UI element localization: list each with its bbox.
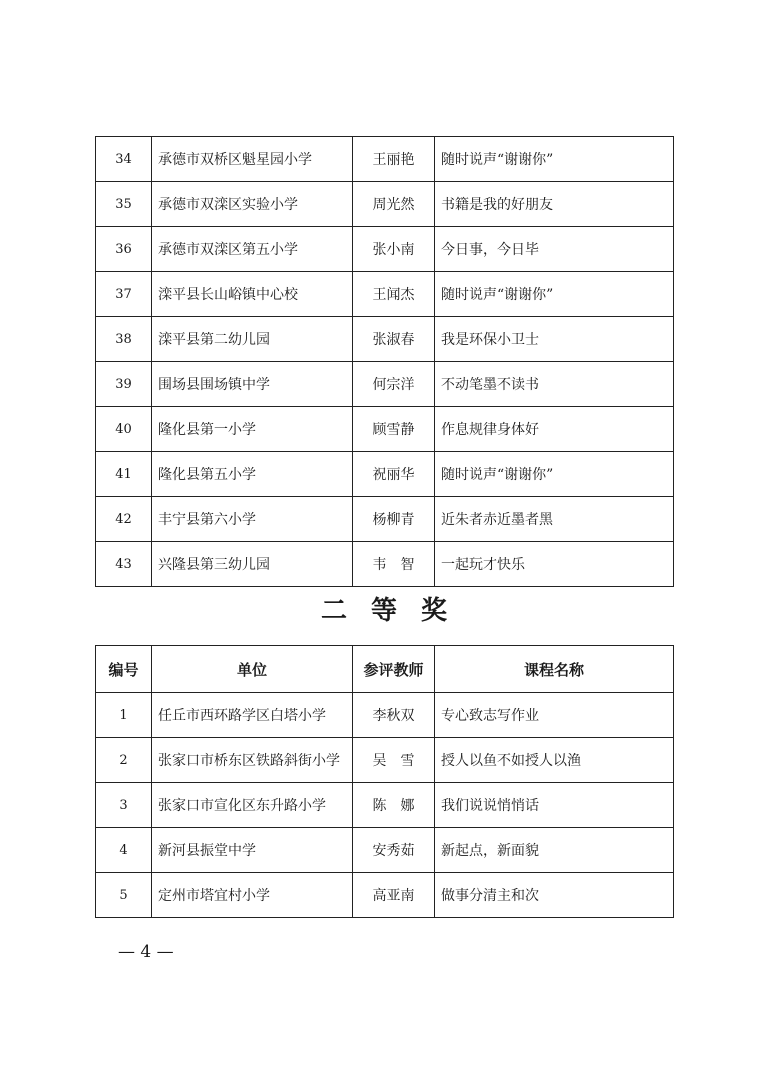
cell-course: 近朱者赤近墨者黑	[435, 497, 674, 542]
cell-unit: 兴隆县第三幼儿园	[152, 542, 353, 587]
table-row	[96, 227, 674, 272]
cell-unit: 滦平县第二幼儿园	[152, 317, 353, 362]
cell-teacher: 周光然	[353, 182, 435, 227]
cell-teacher: 顾雪静	[353, 407, 435, 452]
table-row	[96, 693, 674, 738]
cell-unit: 承德市双滦区第五小学	[152, 227, 353, 272]
cell-unit: 滦平县长山峪镇中心校	[152, 272, 353, 317]
cell-number: 37	[96, 272, 152, 317]
cell-number: 40	[96, 407, 152, 452]
cell-unit: 张家口市桥东区铁路斜街小学	[152, 738, 353, 783]
cell-number: 2	[96, 738, 152, 783]
cell-teacher: 陈 娜	[353, 783, 435, 828]
cell-unit: 任丘市西环路学区白塔小学	[152, 693, 353, 738]
cell-course: 作息规律身体好	[435, 407, 674, 452]
cell-unit: 张家口市宣化区东升路小学	[152, 783, 353, 828]
table-row	[96, 407, 674, 452]
table-row	[96, 272, 674, 317]
cell-course: 做事分清主和次	[435, 873, 674, 918]
cell-teacher: 张小南	[353, 227, 435, 272]
cell-number: 34	[96, 137, 152, 182]
cell-number: 42	[96, 497, 152, 542]
cell-number: 3	[96, 783, 152, 828]
cell-course: 不动笔墨不读书	[435, 362, 674, 407]
cell-number: 38	[96, 317, 152, 362]
table-row	[96, 497, 674, 542]
cell-unit: 新河县振堂中学	[152, 828, 353, 873]
cell-course: 随时说声“谢谢你”	[435, 452, 674, 497]
cell-course: 随时说声“谢谢你”	[435, 137, 674, 182]
header-unit: 单位	[152, 646, 353, 693]
cell-teacher: 何宗洋	[353, 362, 435, 407]
cell-teacher: 祝丽华	[353, 452, 435, 497]
table-row	[96, 828, 674, 873]
table-row	[96, 362, 674, 407]
cell-teacher: 王丽艳	[353, 137, 435, 182]
cell-course: 新起点，新面貌	[435, 828, 674, 873]
cell-course: 我是环保小卫士	[435, 317, 674, 362]
cell-unit: 承德市双桥区魁星园小学	[152, 137, 353, 182]
table-row	[96, 137, 674, 182]
cell-unit: 隆化县第一小学	[152, 407, 353, 452]
header-course: 课程名称	[435, 646, 674, 693]
cell-number: 36	[96, 227, 152, 272]
second-prize-table	[95, 645, 674, 918]
table-row	[96, 182, 674, 227]
second-prize-table-body	[96, 693, 674, 918]
cell-course: 我们说说悄悄话	[435, 783, 674, 828]
table-row	[96, 873, 674, 918]
table-row	[96, 317, 674, 362]
award-table-continued	[95, 136, 674, 587]
cell-teacher: 高亚南	[353, 873, 435, 918]
table-row	[96, 738, 674, 783]
cell-number: 4	[96, 828, 152, 873]
cell-course: 一起玩才快乐	[435, 542, 674, 587]
cell-unit: 丰宁县第六小学	[152, 497, 353, 542]
cell-number: 41	[96, 452, 152, 497]
cell-teacher: 王闻杰	[353, 272, 435, 317]
cell-unit: 围场县围场镇中学	[152, 362, 353, 407]
cell-unit: 定州市塔宜村小学	[152, 873, 353, 918]
cell-unit: 承德市双滦区实验小学	[152, 182, 353, 227]
table-header-row	[96, 646, 674, 693]
table-row	[96, 783, 674, 828]
cell-course: 随时说声“谢谢你”	[435, 272, 674, 317]
header-teacher: 参评教师	[353, 646, 435, 693]
cell-course: 今日事，今日毕	[435, 227, 674, 272]
section-title-second-prize: 二等奖	[320, 596, 471, 626]
cell-course: 授人以鱼不如授人以渔	[435, 738, 674, 783]
cell-course: 专心致志写作业	[435, 693, 674, 738]
header-number: 编号	[96, 646, 152, 693]
cell-teacher: 李秋双	[353, 693, 435, 738]
cell-teacher: 韦 智	[353, 542, 435, 587]
cell-course: 书籍是我的好朋友	[435, 182, 674, 227]
cell-number: 35	[96, 182, 152, 227]
award-table-continued-body	[96, 137, 674, 587]
table-row	[96, 542, 674, 587]
page-number: — 4 —	[118, 942, 174, 962]
cell-teacher: 安秀茹	[353, 828, 435, 873]
cell-teacher: 张淑春	[353, 317, 435, 362]
cell-number: 5	[96, 873, 152, 918]
cell-teacher: 杨柳青	[353, 497, 435, 542]
table-row	[96, 452, 674, 497]
cell-teacher: 吴 雪	[353, 738, 435, 783]
cell-unit: 隆化县第五小学	[152, 452, 353, 497]
cell-number: 43	[96, 542, 152, 587]
cell-number: 39	[96, 362, 152, 407]
cell-number: 1	[96, 693, 152, 738]
